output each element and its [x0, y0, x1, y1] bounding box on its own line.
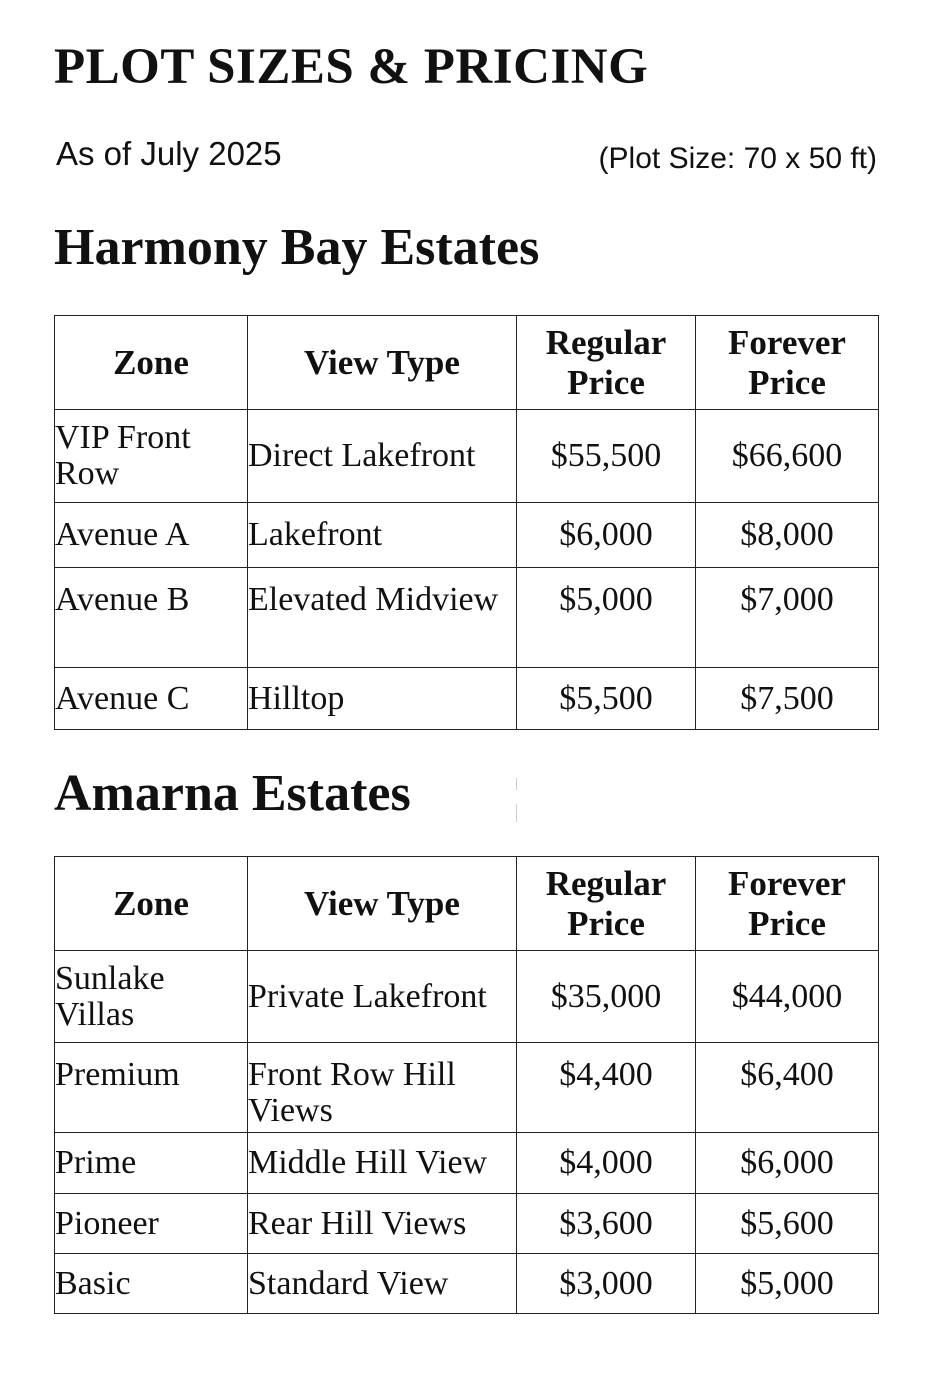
plot-size-note: (Plot Size: 70 x 50 ft) — [598, 142, 877, 175]
table-row — [55, 668, 879, 730]
view-type-cell: Hilltop — [248, 668, 517, 730]
view-type-cell: Direct Lakefront — [248, 410, 517, 503]
regular-price-cell: $5,500 — [517, 668, 696, 730]
page-title: PLOT SIZES & PRICING — [54, 39, 649, 95]
forever-price-cell: $6,000 — [696, 1133, 879, 1194]
regular-price-cell: $3,600 — [517, 1194, 696, 1254]
as-of-date: As of July 2025 — [56, 135, 282, 172]
table-row — [55, 1043, 879, 1133]
table-row — [55, 503, 879, 568]
zone-cell: Avenue B — [55, 568, 248, 668]
zone-cell: Basic — [55, 1254, 248, 1314]
regular-price-cell: $6,000 — [517, 503, 696, 568]
view-type-cell: Rear Hill Views — [248, 1194, 517, 1254]
column-header-forever-price: Forever Price — [696, 857, 879, 951]
regular-price-cell: $5,000 — [517, 568, 696, 668]
section-title-amarna: Amarna Estates — [54, 765, 411, 822]
view-type-cell: Middle Hill View — [248, 1133, 517, 1194]
forever-price-cell: $44,000 — [696, 951, 879, 1043]
table-row — [55, 568, 879, 668]
column-header-view-type: View Type — [248, 316, 517, 410]
forever-price-cell: $7,500 — [696, 668, 879, 730]
column-header-zone: Zone — [55, 857, 248, 951]
table-row — [55, 1254, 879, 1314]
zone-cell: Avenue C — [55, 668, 248, 730]
view-type-cell: Private Lakefront — [248, 951, 517, 1043]
zone-cell: Sunlake Villas — [55, 951, 248, 1043]
column-header-view-type: View Type — [248, 857, 517, 951]
zone-cell: Premium — [55, 1043, 248, 1133]
regular-price-cell: $4,000 — [517, 1133, 696, 1194]
table-header-row — [55, 316, 879, 410]
pricing-table-harmony-bay — [54, 315, 879, 730]
table-row — [55, 1133, 879, 1194]
view-type-cell: Lakefront — [248, 503, 517, 568]
view-type-cell: Standard View — [248, 1254, 517, 1314]
table-row — [55, 951, 879, 1043]
zone-cell: VIP Front Row — [55, 410, 248, 503]
regular-price-cell: $4,400 — [517, 1043, 696, 1133]
regular-price-cell: $35,000 — [517, 951, 696, 1043]
zone-cell: Avenue A — [55, 503, 248, 568]
forever-price-cell: $6,400 — [696, 1043, 879, 1133]
table-row — [55, 410, 879, 503]
section-title-harmony-bay: Harmony Bay Estates — [54, 219, 540, 276]
forever-price-cell: $5,600 — [696, 1194, 879, 1254]
table-header-row — [55, 857, 879, 951]
forever-price-cell: $66,600 — [696, 410, 879, 503]
column-header-forever-price: Forever Price — [696, 316, 879, 410]
zone-cell: Pioneer — [55, 1194, 248, 1254]
forever-price-cell: $7,000 — [696, 568, 879, 668]
pricing-table-amarna — [54, 856, 879, 1314]
regular-price-cell: $55,500 — [517, 410, 696, 503]
view-type-cell: Front Row Hill Views — [248, 1043, 517, 1133]
column-header-zone: Zone — [55, 316, 248, 410]
table-row — [55, 1194, 879, 1254]
column-header-regular-price: Regular Price — [517, 316, 696, 410]
forever-price-cell: $5,000 — [696, 1254, 879, 1314]
column-header-regular-price: Regular Price — [517, 857, 696, 951]
regular-price-cell: $3,000 — [517, 1254, 696, 1314]
forever-price-cell: $8,000 — [696, 503, 879, 568]
divider-mark — [516, 778, 517, 822]
view-type-cell: Elevated Midview — [248, 568, 517, 668]
zone-cell: Prime — [55, 1133, 248, 1194]
